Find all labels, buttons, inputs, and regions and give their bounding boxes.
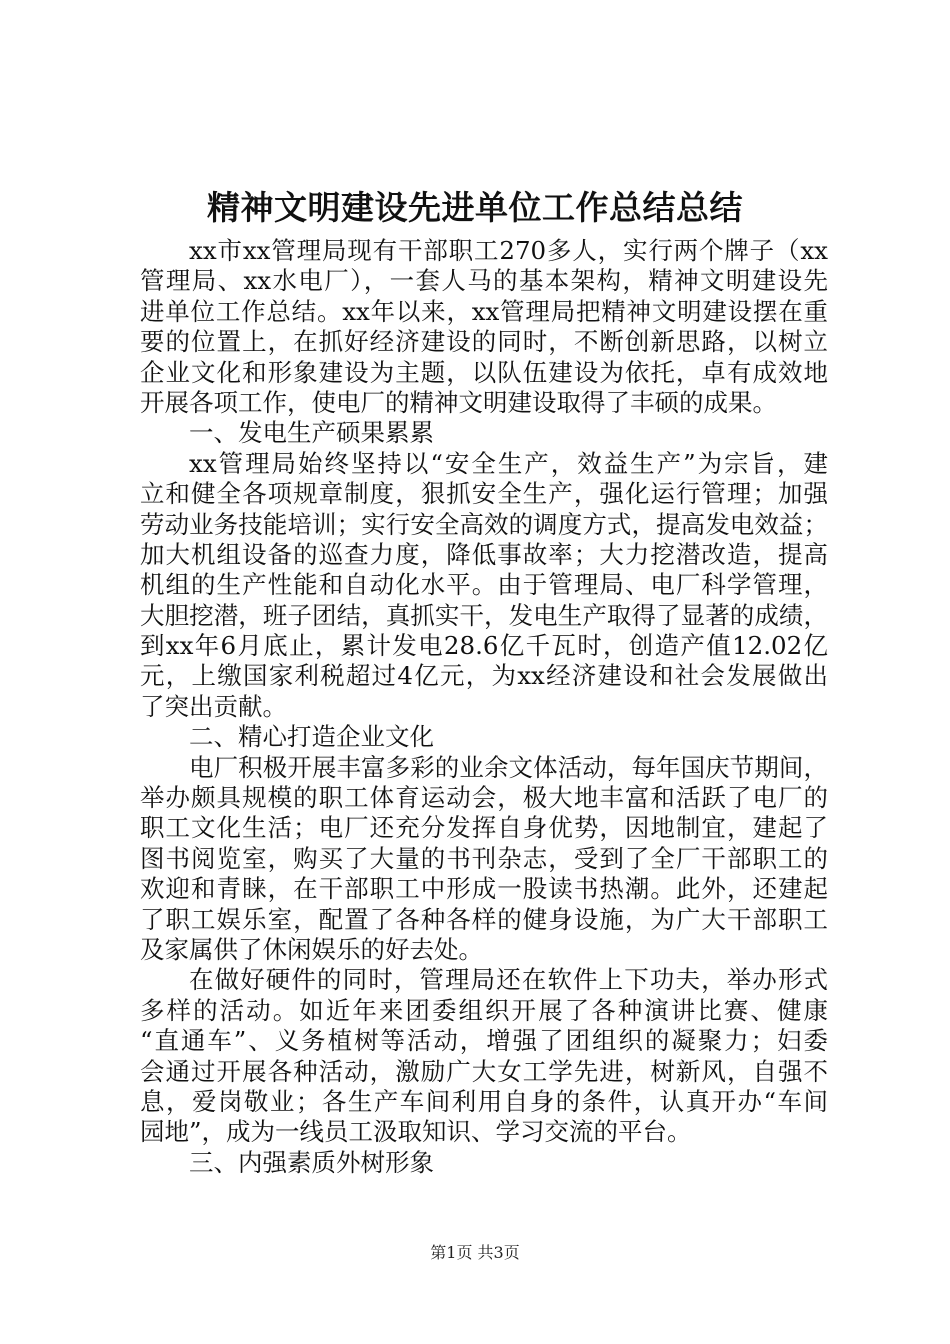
text-line: 开展各项工作，使电厂的精神文明建设取得了丰硕的成果。 — [140, 387, 777, 417]
paragraph — [140, 236, 828, 418]
section-heading: 一、发电生产硕果累累 — [189, 418, 434, 448]
text-line: 机组的生产性能和自动化水平。由于管理局、电厂科学管理， — [140, 570, 828, 600]
text-line: 举办颇具规模的职工体育运动会，极大地丰富和活跃了电厂的 — [140, 783, 828, 813]
text-line: 立和健全各项规章制度，狠抓安全生产，强化运行管理；加强 — [140, 479, 828, 509]
text-line: 会通过开展各种活动，激励广大女工学先进，树新风，自强不 — [140, 1056, 828, 1086]
text-line: 管理局、xx水电厂），一套人马的基本架构，精神文明建设先 — [140, 266, 828, 296]
paragraph — [140, 449, 828, 723]
page-number: 第1页 共3页 — [430, 1243, 520, 1262]
text-line: xx管理局始终坚持以“安全生产，效益生产”为宗旨，建 — [189, 448, 828, 478]
text-line: 加大机组设备的巡查力度，降低事故率；大力挖潜改造，提高 — [140, 539, 828, 569]
text-line: 进单位工作总结。xx年以来，xx管理局把精神文明建设摆在重 — [140, 296, 828, 326]
text-line: xx市xx管理局现有干部职工270多人，实行两个牌子（xx — [189, 236, 828, 265]
text-line: 大胆挖潜，班子团结，真抓实干，发电生产取得了显著的成绩， — [140, 600, 828, 630]
document-body — [140, 236, 828, 1178]
text-line: 要的位置上，在抓好经济建设的同时，不断创新思路，以树立 — [140, 327, 828, 357]
text-line: 企业文化和形象建设为主题，以队伍建设为依托，卓有成效地 — [140, 357, 828, 387]
text-line: 到xx年6月底止，累计发电28.6亿千瓦时，创造产值12.02亿 — [140, 631, 828, 661]
text-line: 及家属供了休闲娱乐的好去处。 — [140, 934, 483, 964]
text-line: 职工文化生活；电厂还充分发挥自身优势，因地制宜，建起了 — [140, 813, 828, 843]
text-line: “直通车”、义务植树等活动，增强了团组织的凝聚力；妇委 — [140, 1026, 828, 1056]
text-line: 息，爱岗敬业；各生产车间利用自身的条件，认真开办“车间 — [140, 1086, 828, 1116]
text-line: 园地”，成为一线员工汲取知识、学习交流的平台。 — [140, 1117, 692, 1147]
text-line: 了职工娱乐室，配置了各种各样的健身设施，为广大干部职工 — [140, 904, 828, 934]
document-title: 精神文明建设先进单位工作总结总结 — [207, 188, 743, 227]
section-heading: 三、内强素质外树形象 — [189, 1147, 434, 1177]
text-line: 在做好硬件的同时，管理局还在软件上下功夫，举办形式 — [189, 965, 828, 995]
text-line: 电厂积极开展丰富多彩的业余文体活动，每年国庆节期间， — [189, 752, 828, 782]
paragraph — [140, 965, 828, 1147]
text-line: 欢迎和青睐，在干部职工中形成一股读书热潮。此外，还建起 — [140, 874, 828, 904]
text-line: 图书阅览室，购买了大量的书刊杂志，受到了全厂干部职工的 — [140, 843, 828, 873]
text-line: 了突出贡献。 — [140, 691, 287, 721]
text-line: 劳动业务技能培训；实行安全高效的调度方式，提高发电效益； — [140, 509, 828, 539]
paragraph — [140, 753, 828, 966]
text-line: 多样的活动。如近年来团委组织开展了各种演讲比赛、健康 — [140, 995, 828, 1025]
text-line: 元，上缴国家利税超过4亿元，为xx经济建设和社会发展做出 — [140, 661, 828, 691]
section-heading: 二、精心打造企业文化 — [189, 722, 434, 752]
